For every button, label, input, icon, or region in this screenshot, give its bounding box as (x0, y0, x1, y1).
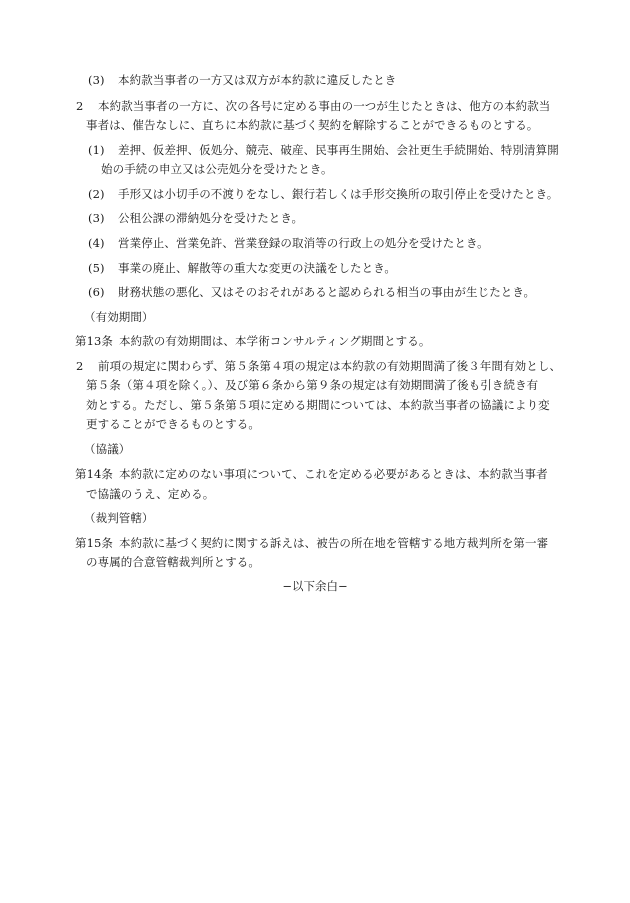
article-text: 本約款に基づく契約に関する訴えは、被告の所在地を管轄する地方裁判所を第一審 (119, 536, 549, 550)
article-13 (75, 334, 430, 348)
item-text: 本約款当事者の一方又は双方が本約款に違反したとき (118, 73, 397, 87)
article-text: 本約款に定めのない事項について、これを定める必要があるときは、本約款当事者 (119, 467, 548, 481)
end-of-text-marker: −以下余白− (282, 579, 348, 593)
subitem-5 (88, 261, 396, 275)
item-number: (6) (88, 285, 105, 299)
article-14 (75, 467, 548, 481)
paragraph-text: 前項の規定に関わらず、第５条第４項の規定は本約款の有効期間満了後３年間有効とし、 (98, 359, 562, 373)
subitem-3 (88, 211, 303, 225)
subitem-4 (88, 236, 489, 250)
article-text: 本約款の有効期間は、本学術コンサルティング期間とする。 (119, 334, 431, 348)
paragraph-text: 事者は、催告なしに、直ちに本約款に基づく契約を解除することができるものとする。 (86, 118, 539, 132)
item-text: 始の手続の申立又は公売処分を受けたとき。 (101, 162, 333, 176)
article-number: 第14条 (75, 467, 114, 481)
item-text: 財務状態の悪化、又はそのおそれがあると認められる相当の事由が生じたとき。 (118, 285, 536, 299)
item-number: (3) (88, 211, 105, 225)
paragraph-2-continuation (86, 118, 538, 132)
article-number: 第15条 (75, 536, 114, 550)
section-heading-consultation: （協議） (84, 442, 131, 456)
article-13-paragraph-2-line4: 更することができるものとする。 (86, 417, 260, 431)
section-heading-jurisdiction: （裁判管轄） (84, 511, 154, 525)
subitem-1 (88, 143, 559, 157)
subitem-1-continuation (101, 162, 333, 176)
article-number: 第13条 (75, 334, 114, 348)
section-heading-validity: （有効期間） (84, 310, 154, 324)
item-number: (1) (88, 143, 105, 157)
subitem-6 (88, 285, 535, 299)
item-text: 差押、仮差押、仮処分、競売、破産、民事再生開始、会社更生手続開始、特別清算開 (118, 143, 559, 157)
article-13-paragraph-2-line2: 第５条（第４項を除く。）、及び第６条から第９条の規定は有効期間満了後も引き続き有 (86, 378, 539, 392)
item-number: (4) (88, 236, 105, 250)
article-15 (75, 536, 548, 550)
article-13-paragraph-2-line3: 効とする。ただし、第５条第５項に定める期間については、本約款当事者の協議により変 (86, 398, 550, 412)
item-text: 営業停止、営業免許、営業登録の取消等の行政上の処分を受けたとき。 (118, 236, 489, 250)
item-text: 事業の廃止、解散等の重大な変更の決議をしたとき。 (118, 261, 396, 275)
article-13-paragraph-2 (76, 359, 561, 373)
item-text: 手形又は小切手の不渡りをなし、銀行若しくは手形交換所の取引停止を受けたとき。 (118, 187, 559, 201)
article-15-line2: の専属的合意管轄裁判所とする。 (86, 555, 260, 569)
paragraph-text: 本約款当事者の一方に、次の各号に定める事由の一つが生じたときは、他方の本約款当 (98, 99, 551, 113)
paragraph-number: 2 (76, 359, 84, 373)
subitem-2 (88, 187, 558, 201)
item-text: 公租公課の滞納処分を受けたとき。 (118, 211, 304, 225)
item-number: (3) (88, 73, 105, 87)
paragraph-2 (76, 99, 550, 113)
article-14-line2: で協議のうえ、定める。 (86, 487, 215, 501)
item-number: (5) (88, 261, 105, 275)
paragraph-number: 2 (76, 99, 84, 113)
item-number: (2) (88, 187, 105, 201)
clause-item-3 (88, 73, 396, 87)
